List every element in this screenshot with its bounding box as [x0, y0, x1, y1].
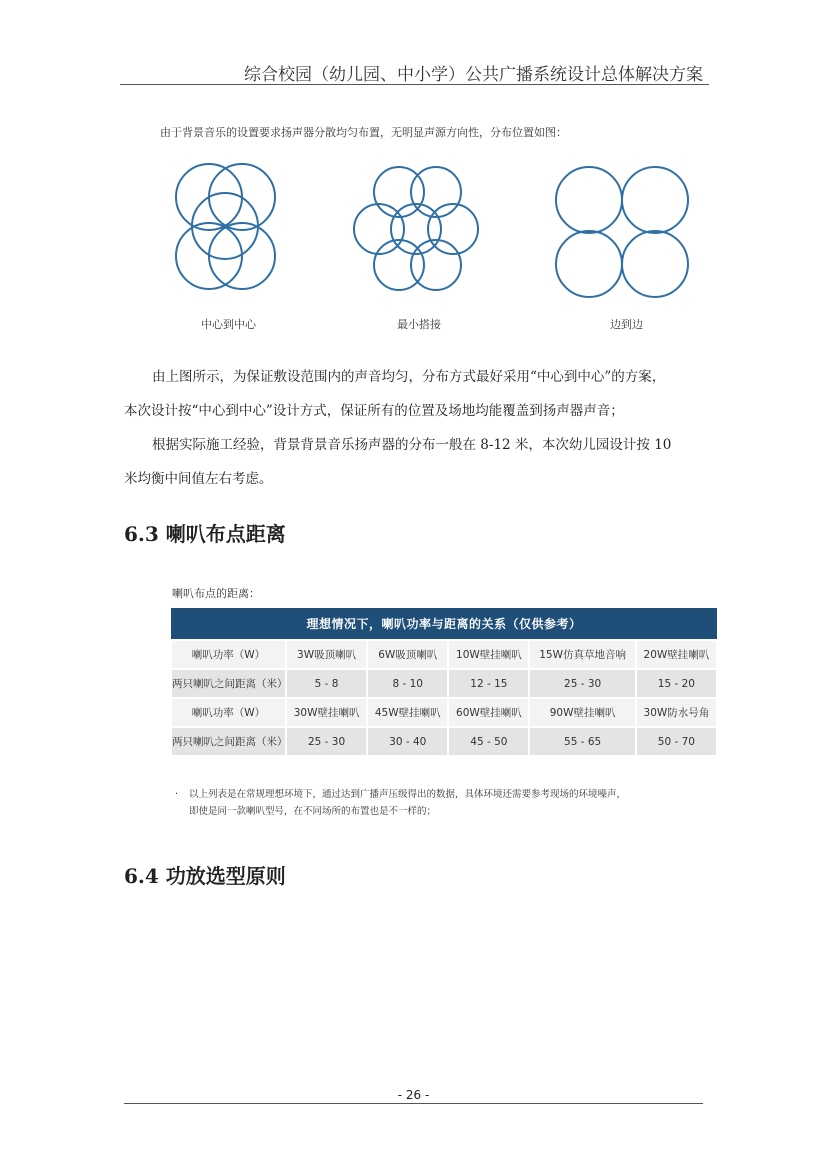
- note-bullet: ·: [175, 789, 179, 800]
- paragraph-line: 米均衡中间值左右考虑。: [124, 471, 273, 487]
- figure-caption: 由于背景音乐的设置要求扬声器分散均匀布置，无明显声源方向性，分布位置如图：: [160, 126, 567, 139]
- table-cell: 50 - 70: [636, 727, 717, 756]
- table-cell: 15 - 20: [636, 669, 717, 698]
- center-to-center-circles: [176, 164, 275, 289]
- coverage-circle: [622, 231, 688, 297]
- coverage-circle: [556, 231, 622, 297]
- header-rule: [120, 84, 709, 85]
- coverage-circle: [354, 204, 404, 254]
- table-cell: 55 - 65: [529, 727, 635, 756]
- table-cell: 两只喇叭之间距离（米）: [171, 727, 286, 756]
- note-line: 即使是同一款喇叭型号，在不同场所的布置也是不一样的；: [189, 806, 437, 817]
- table-row: [171, 698, 717, 727]
- table-cell: 30 - 40: [367, 727, 448, 756]
- table-cell: 两只喇叭之间距离（米）: [171, 669, 286, 698]
- table-cell: 3W吸顶喇叭: [286, 640, 367, 669]
- label-minimum-overlap: 最小搭接: [397, 318, 441, 331]
- table-row: [171, 727, 717, 756]
- label-edge-to-edge: 边到边: [610, 318, 643, 331]
- table-cell: 45 - 50: [448, 727, 529, 756]
- table-cell: 30W壁挂喇叭: [286, 698, 367, 727]
- speaker-layout-diagram: [160, 150, 700, 310]
- table-row: [171, 640, 717, 669]
- table-cell: 6W吸顶喇叭: [367, 640, 448, 669]
- section-heading-6-4: 6.4 功放选型原则: [124, 864, 286, 888]
- label-center-to-center: 中心到中心: [201, 318, 256, 331]
- table-cell: 12 - 15: [448, 669, 529, 698]
- coverage-circle: [622, 167, 688, 233]
- paragraph-distribution: [124, 360, 704, 496]
- table-cell: 喇叭功率（W）: [171, 698, 286, 727]
- table-note: [175, 786, 626, 820]
- paragraph-line: 根据实际施工经验，背景背景音乐扬声器的分布一般在 8-12 米，本次幼儿园设计按 10: [152, 437, 672, 453]
- minimum-overlap-circles: [354, 167, 478, 290]
- section-heading-6-3: 6.3 喇叭布点距离: [124, 522, 286, 546]
- header-title: 综合校园（幼儿园、中小学）公共广播系统设计总体解决方案: [244, 65, 703, 85]
- table-cell: 30W防水号角: [636, 698, 717, 727]
- table-cell: 喇叭功率（W）: [171, 640, 286, 669]
- table-cell: 90W壁挂喇叭: [529, 698, 635, 727]
- table-caption: 喇叭布点的距离：: [172, 587, 260, 600]
- coverage-circle: [556, 167, 622, 233]
- speaker-distance-table: [170, 608, 718, 757]
- table-cell: 5 - 8: [286, 669, 367, 698]
- table-row: [171, 669, 717, 698]
- note-line: 以上列表是在常规理想环境下，通过达到广播声压级得出的数据，具体环境还需要参考现场的环境噪声，: [189, 789, 627, 800]
- table-cell: 45W壁挂喇叭: [367, 698, 448, 727]
- table-cell: 25 - 30: [529, 669, 635, 698]
- paragraph-line: 由上图所示，为保证敷设范围内的声音均匀，分布方式最好采用“中心到中心”的方案，: [152, 369, 666, 385]
- table-cell: 10W壁挂喇叭: [448, 640, 529, 669]
- edge-to-edge-circles: [556, 167, 688, 297]
- table-cell: 20W壁挂喇叭: [636, 640, 717, 669]
- footer-rule: [124, 1103, 703, 1104]
- table-title: 理想情况下，喇叭功率与距离的关系（仅供参考）: [171, 608, 717, 640]
- table-cell: 8 - 10: [367, 669, 448, 698]
- page-number: - 26 -: [397, 1088, 430, 1102]
- table-cell: 15W仿真草地音响: [529, 640, 635, 669]
- paragraph-line: 本次设计按“中心到中心”设计方式，保证所有的位置及场地均能覆盖到扬声器声音；: [124, 403, 624, 419]
- table-cell: 25 - 30: [286, 727, 367, 756]
- table-cell: 60W壁挂喇叭: [448, 698, 529, 727]
